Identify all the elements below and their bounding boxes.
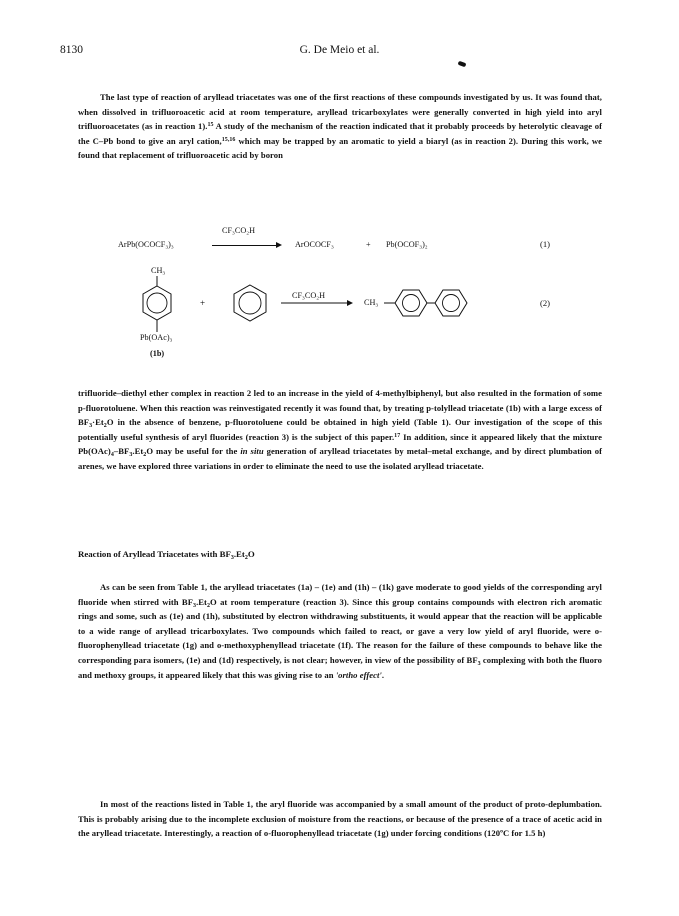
eq2-plus-glyph: + (200, 298, 206, 308)
eq1-arrow (212, 245, 278, 246)
biphenyl-ring-1 (395, 290, 427, 316)
eq1-reagent: CF₃CO₂H (222, 226, 256, 235)
eq2-lead-group: Pb(OAc)₃ (140, 333, 173, 342)
biphenyl-ring-1-circle (403, 295, 420, 312)
eq2-reagent: CF₃CO₂H (292, 291, 326, 300)
eq1-number: (1) (540, 239, 551, 249)
paragraph-3: As can be seen from Table 1, the aryllead triacetates (1a) – (1e) and (1h) – (1k) gave moderate to good yields of the corresponding aryl fluoride when stirred with $BF_3.Et_2O$ at room temperature (reaction 3). Since this group contains compounds with electron rich aromatic rings and some, such as (1e) and (1h), substituted by electron withdrawing substituents, it would appear that the reaction will be applicable to a wide range of aryllead tricarboxylates. Two compounds which failed to react, or gave a very low yield of aryl fluoride, were o-fluorophenyllead triacetate (1g) and o-methoxyphenyllead triacetate (1f). The reason for the failure of these compounds to behave like the corresponding para isomers, (1e) and (1d) respectively, is not clear; however, in view of the possibility of $BF_3$ complexing with both the fluoro and methoxy groups, it appeared likely that this was giving rise to an 'ortho effect'. (78, 582, 602, 680)
biphenyl-ring-2 (435, 290, 467, 316)
eq2-number: (2) (540, 298, 551, 308)
benzene-ring-circle (239, 292, 261, 314)
page-number: 8130 (60, 44, 83, 56)
eq2-methyl-top: CH₃ (151, 266, 166, 275)
eq1-product-1: ArOCOCF₃ (295, 240, 334, 249)
biphenyl-ring-2-circle (443, 295, 460, 312)
page-header (60, 44, 619, 60)
section-heading: Reaction of Aryllead Triacetates with $BF_3.Et_2O$ (78, 549, 255, 561)
eq1-arrow-head (276, 242, 282, 248)
ink-mark (458, 61, 467, 67)
paragraph-2: trifluoride–diethyl ether complex in reaction 2 led to an increase in the yield of 4-methylbiphenyl, but also resulted in the formation of some p-fluorotoluene. When this reaction was reinvestigated recently it was found that, by treating p-tolyllead triacetate (1b) with a large excess of $BF_3\cdot Et_2O$ in the absence of benzene, p-fluorotoluene could be obtained in high yield (Table 1). Our investigation of the scope of this potentially useful synthesis of aryl fluorides (reaction 3) is the subject of this paper.$^{17}$ In addition, since it appeared likely that the mixture $Pb(OAc)_4-BF_3.Et_2O$ may be useful for the in situ generation of aryllead triacetates by metal–metal exchange, and by direct plumbation of arenes, we have explored three variations in order to eliminate the need to use the isolated aryllead triacetate. (78, 388, 602, 471)
eq1-product-2: Pb(OCOF₃)₂ (386, 240, 428, 249)
eq1-plus: + (366, 240, 371, 249)
eq2-product-methyl: CH₃ (364, 298, 379, 307)
paragraph-4: In most of the reactions listed in Table 1, the aryl fluoride was accompanied by a small amount of the product of proto-deplumbation. This is probably arising due to the incomplete exclusion of moisture from the reactions, or because of the presence of a trace of acetic acid in the aryllead triacetate. Interestingly, a reaction of o-fluorophenyllead triacetate (1g) under forcing conditions (120ºC for 1.5 h) (78, 799, 602, 839)
eq1-reactant: ArPb(OCOCF₃)₃ (118, 240, 174, 249)
eq2-compound-label: (1b) (150, 349, 165, 358)
aryl-ring-circle (147, 293, 167, 313)
paragraph-1: The last type of reaction of aryllead triacetates was one of the first reactions of these compounds investigated by us. It was found that, when dissolved in trifluoroacetic acid at room temperature, aryllead tricarboxylates were generally converted in high yield into aryl trifluoroacetates (as in reaction 1).$^{15}$ A study of the mechanism of the reaction indicated that it probably proceeds by heterolytic cleavage of the C–Pb bond to give an aryl cation,$^{15,16}$ which may be trapped by an aromatic to yield a biaryl (as in reaction 2). During this work, we found that replacement of trifluoroacetic acid by boron (78, 92, 603, 161)
eq2-structures (133, 266, 553, 356)
running-head: G. De Meio et al. (299, 44, 380, 56)
eq2-arrow-head (347, 300, 353, 306)
